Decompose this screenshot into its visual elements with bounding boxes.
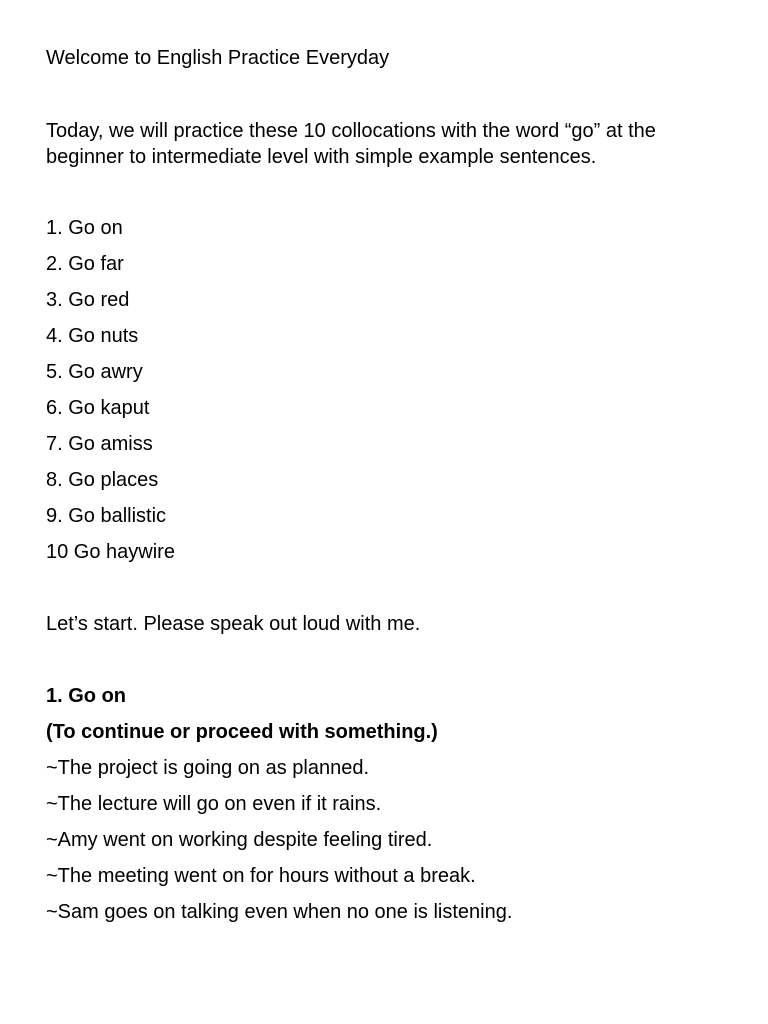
example-sentence: ~The lecture will go on even if it rains.: [46, 793, 382, 815]
section-definition: (To continue or proceed with something.): [46, 721, 438, 743]
list-item: 6. Go kaput: [46, 397, 150, 419]
intro-paragraph: Today, we will practice these 10 collocations with the word “go” at the beginner to intermediate level with simple example sentences.: [46, 120, 656, 168]
example-sentence: ~Sam goes on talking even when no one is listening.: [46, 901, 513, 923]
document-title: Welcome to English Practice Everyday: [46, 47, 390, 69]
example-sentence: ~The project is going on as planned.: [46, 757, 369, 779]
list-item: 10 Go haywire: [46, 541, 175, 563]
list-item: 4. Go nuts: [46, 325, 139, 347]
list-item: 8. Go places: [46, 469, 159, 491]
list-item: 3. Go red: [46, 289, 130, 311]
example-sentence: ~The meeting went on for hours without a break.: [46, 865, 476, 887]
list-item: 1. Go on: [46, 217, 123, 239]
list-item: 5. Go awry: [46, 361, 143, 383]
example-sentence: ~Amy went on working despite feeling tired.: [46, 829, 433, 851]
section-heading: 1. Go on: [46, 685, 126, 707]
list-item: 7. Go amiss: [46, 433, 153, 455]
list-item: 2. Go far: [46, 253, 124, 275]
list-item: 9. Go ballistic: [46, 505, 167, 527]
start-instruction: Let’s start. Please speak out loud with me.: [46, 613, 421, 635]
